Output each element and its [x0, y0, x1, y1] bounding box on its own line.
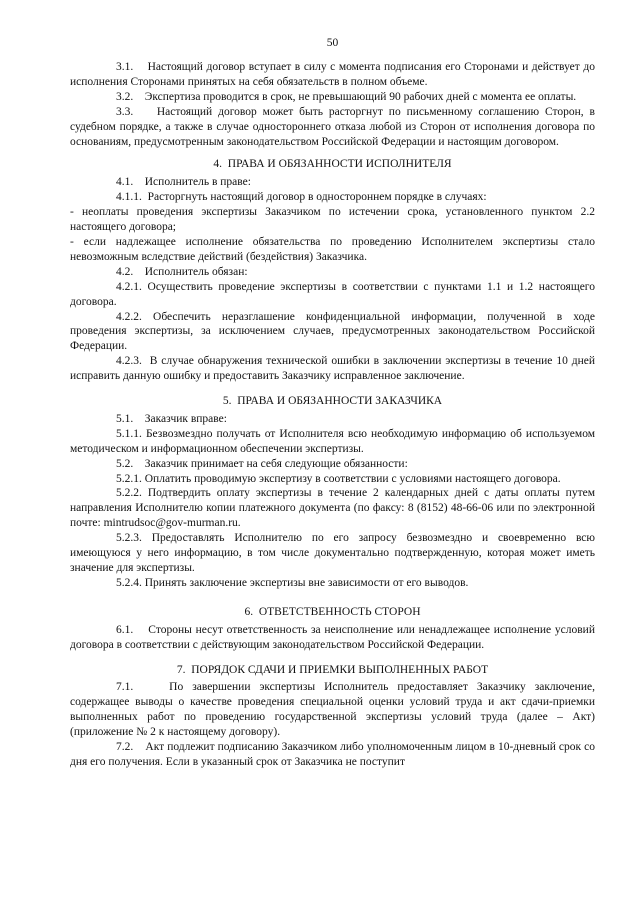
clause-4-1-1-item-a: - неоплаты проведения экспертизы Заказчиком по истечении срока, установленного пунктом 2.2 настоящего договора; — [70, 206, 595, 234]
clause-4-1-1: 4.1.1. Расторгнуть настоящий договор в одностороннем порядке в случаях: — [116, 191, 487, 204]
clause-4-2: 4.2. Исполнитель обязан: — [116, 265, 248, 278]
clause-3-2: 3.2. Экспертиза проводится в срок, не превышающий 90 рабочих дней с момента ее оплаты. — [116, 90, 577, 103]
clause-3-3: 3.3. Настоящий договор может быть расторгнут по письменному соглашению Сторон, в судебном порядке, а также в случае одностороннего отказа любой из Сторон от исполнения договора по основаниям, предусмотренным законодательством Российской Федерации и настоящим договором. — [70, 105, 595, 148]
clause-4-2-2: 4.2.2. Обеспечить неразглашение конфиденциальной информации, полученной в ходе проведения экспертизы, за исключением случаев, предусмотренных законодательством Российской Федерации. — [70, 310, 595, 353]
clause-6-1: 6.1. Стороны несут ответственность за неисполнение или ненадлежащее исполнение условий договора в соответствии с действующим законодательством Российской Федерации. — [70, 623, 595, 651]
clause-4-1: 4.1. Исполнитель в праве: — [116, 176, 251, 189]
clause-3-1: 3.1. Настоящий договор вступает в силу с момента подписания его Сторонами и действует до исполнения Сторонами принятых на себя обязательств в полном объеме. — [70, 61, 595, 88]
clause-5-2-2: 5.2.2. Подтвердить оплату экспертизы в течение 2 календарных дней с даты оплаты путем направления Исполнителю копии платежного документа (по факсу: 8 (8152) 48-66-06 или по электронной почте: mintrudsoc@gov-murman.ru. — [70, 487, 595, 530]
document-page — [70, 36, 595, 770]
clause-5-2-4: 5.2.4. Принять заключение экспертизы вне зависимости от его выводов. — [116, 576, 469, 589]
clause-4-1-1-item-b: - если надлежащее исполнение обязательства по проведению Исполнителем экспертизы стало невозможным вследствие действий (бездействия) Заказчика. — [70, 235, 595, 263]
page-number: 50 — [326, 37, 339, 49]
clause-5-1: 5.1. Заказчик вправе: — [116, 412, 227, 425]
clause-4-2-3: 4.2.3. В случае обнаружения технической ошибки в заключении экспертизы в течение 10 дней исправить данную ошибку и предоставить Заказчику исправленное заключение. — [70, 355, 595, 383]
clause-7-1: 7.1. По завершении экспертизы Исполнитель предоставляет Заказчику заключение, содержащее выводы о качестве проведения специальной оценки условий труда и акт сдачи-приемки выполненных работ по проведению государственной экспертизы условий труда (далее – Акт) (приложение № 2 к настоящему договору). — [70, 681, 595, 739]
section-heading-4: 4. ПРАВА И ОБЯЗАННОСТИ ИСПОЛНИТЕЛЯ — [213, 158, 452, 171]
clause-5-1-1: 5.1.1. Безвозмездно получать от Исполнителя всю необходимую информацию об используемом методическом и информационном обеспечении экспертизы. — [70, 427, 595, 455]
section-heading-6: 6. ОТВЕТСТВЕННОСТЬ СТОРОН — [244, 605, 421, 618]
section-heading-5: 5. ПРАВА И ОБЯЗАННОСТИ ЗАКАЗЧИКА — [222, 395, 443, 408]
clause-7-2: 7.2. Акт подлежит подписанию Заказчиком либо уполномоченным лицом в 10-дневный срок со дня его получения. Если в указанный срок от Заказчика не поступит — [70, 741, 595, 768]
section-heading-7: 7. ПОРЯДОК СДАЧИ И ПРИЕМКИ ВЫПОЛНЕННЫХ РАБОТ — [176, 663, 489, 676]
clause-5-2: 5.2. Заказчик принимает на себя следующие обязанности: — [116, 457, 408, 470]
clause-5-2-3: 5.2.3. Предоставлять Исполнителю по его запросу безвозмездно и своевременно всю имеющуюся у него информацию, в том числе документально подтвержденную, которая может иметь значение для экспертизы. — [70, 532, 595, 574]
clause-5-2-1: 5.2.1. Оплатить проводимую экспертизу в соответствии с условиями настоящего договора. — [116, 472, 561, 485]
clause-4-2-1: 4.2.1. Осуществить проведение экспертизы в соответствии с пунктами 1.1 и 1.2 настоящего договора. — [70, 280, 595, 308]
